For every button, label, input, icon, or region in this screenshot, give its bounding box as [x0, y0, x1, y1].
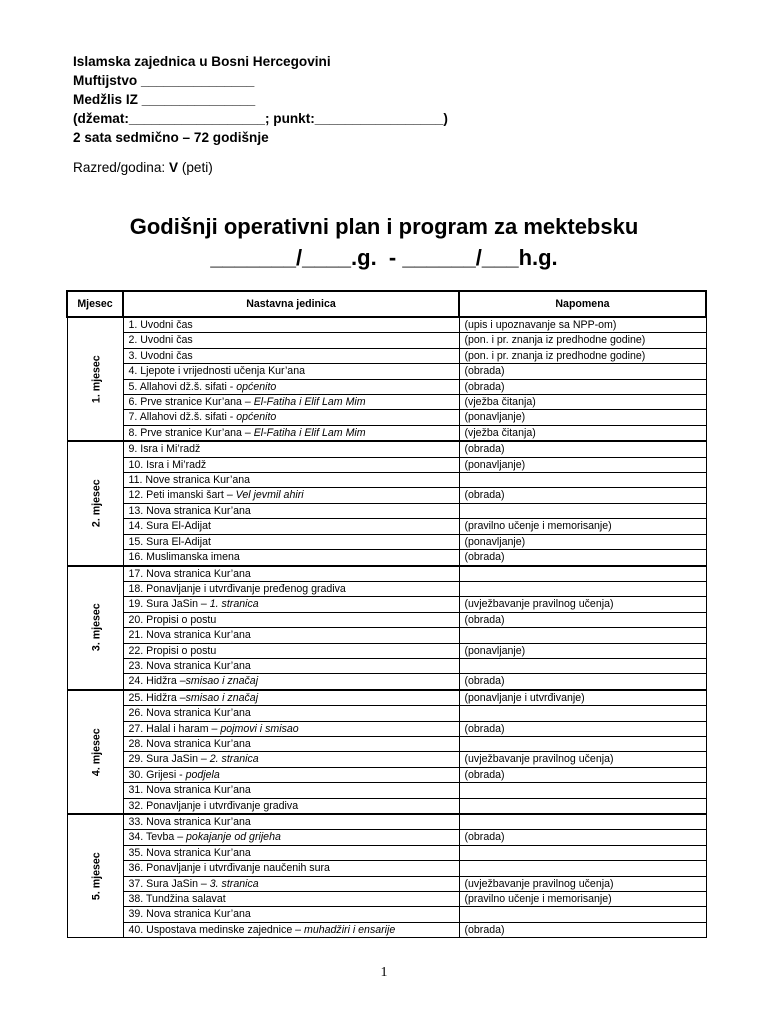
table-row: [67, 706, 706, 721]
note-cell: (vježba čitanja): [459, 425, 706, 441]
table-row: [67, 892, 706, 907]
unit-cell: [123, 364, 459, 379]
unit-italic-text: El-Fatiha i Elif Lam Mim: [253, 426, 366, 439]
note-cell: [459, 473, 706, 488]
note-cell: (obrada): [459, 550, 706, 566]
table-row: [67, 333, 706, 348]
table-row: [67, 550, 706, 566]
unit-text: 32. Ponavljanje i utvrđivanje gradiva: [128, 799, 299, 812]
table-row: [67, 783, 706, 798]
note-cell: [459, 736, 706, 751]
unit-cell: [123, 457, 459, 472]
note-cell: (uvježbavanje pravilnog učenja): [459, 752, 706, 767]
unit-cell: [123, 519, 459, 534]
note-cell: (pon. i pr. znanja iz predhodne godine): [459, 333, 706, 348]
note-cell: [459, 628, 706, 643]
note-cell: [459, 798, 706, 814]
unit-cell: [123, 348, 459, 363]
hours-line: 2 sata sedmično – 72 godišnje: [73, 130, 269, 145]
note-cell: [459, 566, 706, 582]
unit-italic-text: podjela: [185, 768, 220, 781]
table-row: [67, 628, 706, 643]
table-row: [67, 519, 706, 534]
note-cell: (ponavljanje): [459, 534, 706, 549]
unit-cell: [123, 612, 459, 627]
note-cell: (ponavljanje): [459, 643, 706, 658]
column-header-month: Mjesec: [67, 291, 123, 317]
unit-cell: [123, 425, 459, 441]
unit-text: 3. Uvodni čas: [128, 349, 193, 362]
unit-italic-text: općenito: [236, 380, 277, 393]
unit-text: 38. Tundžina salavat: [128, 893, 226, 906]
unit-text: 36. Ponavljanje i utvrđivanje naučenih sura: [128, 862, 330, 875]
unit-text: 13. Nova stranica Kur’ana: [128, 504, 251, 517]
note-cell: [459, 861, 706, 876]
unit-text: 29. Sura JaSin –: [128, 753, 210, 766]
month-label: 2. mjesec: [90, 479, 103, 528]
note-cell: (ponavljanje i utvrđivanje): [459, 690, 706, 706]
grade-line: [73, 158, 213, 177]
unit-cell: [123, 379, 459, 394]
unit-text: 22. Propisi o postu: [128, 644, 217, 657]
note-cell: (obrada): [459, 767, 706, 782]
table-row: [67, 410, 706, 425]
unit-text: 31. Nova stranica Kur’ana: [128, 784, 251, 797]
unit-cell: [123, 566, 459, 582]
month-cell: [67, 566, 123, 690]
table-row: [67, 379, 706, 394]
unit-italic-text: 1. stranica: [209, 598, 259, 611]
table-row: [67, 736, 706, 751]
unit-cell: [123, 503, 459, 518]
note-cell: (upis i upoznavanje sa NPP-om): [459, 317, 706, 333]
muftijstvo-line: Muftijstvo _______________: [73, 73, 255, 88]
table-row: [67, 317, 706, 333]
column-header-note: Napomena: [459, 291, 706, 317]
table-row: [67, 752, 706, 767]
grade-label: Razred/godina:: [73, 160, 169, 175]
unit-text: 12. Peti imanski šart –: [128, 489, 236, 502]
note-cell: (obrada): [459, 922, 706, 937]
dzemat-punkt-line: (džemat:__________________; punkt:_________________): [73, 111, 448, 126]
note-cell: (ponavljanje): [459, 457, 706, 472]
note-cell: [459, 658, 706, 673]
unit-text: 14. Sura El-Adijat: [128, 520, 211, 533]
table-row: [67, 473, 706, 488]
table-row: [67, 922, 706, 937]
unit-text: 20. Propisi o postu: [128, 613, 217, 626]
note-cell: (pravilno učenje i memorisanje): [459, 519, 706, 534]
note-cell: (obrada): [459, 612, 706, 627]
unit-cell: [123, 922, 459, 937]
month-label: 5. mjesec: [90, 852, 103, 900]
note-cell: (uvježbavanje pravilnog učenja): [459, 597, 706, 612]
note-cell: (obrada): [459, 721, 706, 736]
unit-cell: [123, 798, 459, 814]
table-row: [67, 643, 706, 658]
note-cell: [459, 783, 706, 798]
unit-cell: [123, 690, 459, 706]
grade-value: V: [168, 160, 179, 175]
table-row: [67, 566, 706, 582]
table-row: [67, 814, 706, 830]
table-row: [67, 690, 706, 706]
unit-cell: [123, 395, 459, 410]
note-cell: [459, 814, 706, 830]
unit-text: 33. Nova stranica Kur’ana: [128, 816, 251, 828]
table-row: [67, 425, 706, 441]
unit-cell: [123, 845, 459, 860]
unit-text: 21. Nova stranica Kur’ana: [128, 629, 251, 642]
unit-cell: [123, 892, 459, 907]
table-row: [67, 457, 706, 472]
unit-cell: [123, 674, 459, 690]
unit-cell: [123, 581, 459, 596]
unit-cell: [123, 783, 459, 798]
unit-text: 4. Ljepote i vrijednosti učenja Kur’ana: [128, 365, 305, 378]
note-cell: (obrada): [459, 488, 706, 503]
table-row: [67, 845, 706, 860]
note-cell: [459, 706, 706, 721]
unit-cell: [123, 488, 459, 503]
unit-text: 10. Isra i Mi’radž: [128, 458, 207, 471]
table-row: [67, 830, 706, 845]
unit-cell: [123, 597, 459, 612]
unit-text: 8. Prve stranice Kur’ana –: [128, 426, 254, 439]
unit-text: 27. Halal i haram –: [128, 722, 221, 735]
table-row: [67, 612, 706, 627]
month-label: 4. mjesec: [90, 728, 103, 776]
table-row: [67, 441, 706, 457]
note-cell: (obrada): [459, 364, 706, 379]
grade-rest: (peti): [178, 160, 213, 175]
table-row: [67, 395, 706, 410]
unit-text: 19. Sura JaSin –: [128, 598, 210, 611]
month-label: 3. mjesec: [90, 603, 103, 652]
unit-text: 25. Hidžra –: [128, 691, 186, 704]
unit-cell: [123, 643, 459, 658]
document-title-years: _______/____.g. - ______/___h.g.: [210, 245, 558, 270]
unit-text: 23. Nova stranica Kur’ana: [128, 659, 251, 672]
unit-italic-text: El-Fatiha i Elif Lam Mim: [253, 396, 366, 409]
note-cell: [459, 845, 706, 860]
table-row: [67, 721, 706, 736]
table-row: [67, 674, 706, 690]
note-cell: (ponavljanje): [459, 410, 706, 425]
note-cell: [459, 581, 706, 596]
unit-cell: [123, 706, 459, 721]
table-row: [67, 861, 706, 876]
table-row: [67, 907, 706, 922]
unit-italic-text: 2. stranica: [209, 753, 259, 766]
unit-italic-text: smisao i značaj: [185, 675, 259, 688]
unit-italic-text: općenito: [236, 411, 277, 424]
table-row: [67, 767, 706, 782]
unit-italic-text: muhadžiri i ensarije: [304, 923, 396, 936]
table-row: [67, 503, 706, 518]
note-cell: [459, 907, 706, 922]
unit-cell: [123, 876, 459, 891]
note-cell: (obrada): [459, 379, 706, 394]
table-row: [67, 488, 706, 503]
unit-text: 7. Allahovi dž.š. sifati -: [128, 411, 237, 424]
unit-text: 15. Sura El-Adijat: [128, 535, 211, 548]
month-cell: [67, 814, 123, 938]
unit-cell: [123, 658, 459, 673]
note-cell: [459, 503, 706, 518]
table-row: [67, 348, 706, 363]
unit-text: 5. Allahovi dž.š. sifati -: [128, 380, 237, 393]
unit-text: 39. Nova stranica Kur’ana: [128, 908, 251, 921]
medzlis-line: Medžlis IZ _______________: [73, 92, 256, 107]
table-row: [67, 658, 706, 673]
organization-name: Islamska zajednica u Bosni Hercegovini: [73, 54, 331, 69]
unit-cell: [123, 814, 459, 830]
unit-italic-text: Vel jevmil ahiri: [235, 489, 304, 502]
unit-text: 34. Tevba –: [128, 831, 187, 844]
note-cell: (obrada): [459, 674, 706, 690]
unit-cell: [123, 830, 459, 845]
unit-text: 18. Ponavljanje i utvrđivanje pređenog gradiva: [128, 582, 346, 595]
unit-text: 26. Nova stranica Kur’ana: [128, 707, 251, 720]
unit-text: 37. Sura JaSin –: [128, 877, 210, 890]
document-header: [73, 52, 448, 147]
unit-cell: [123, 752, 459, 767]
unit-text: 1. Uvodni čas: [128, 319, 193, 331]
note-cell: (obrada): [459, 441, 706, 457]
unit-cell: [123, 721, 459, 736]
month-cell: [67, 690, 123, 814]
unit-italic-text: smisao i značaj: [185, 691, 259, 704]
table-row: [67, 876, 706, 891]
unit-text: 6. Prve stranice Kur’ana –: [128, 396, 254, 409]
unit-text: 35. Nova stranica Kur’ana: [128, 846, 251, 859]
unit-cell: [123, 861, 459, 876]
unit-text: 9. Isra i Mi’radž: [128, 443, 201, 456]
month-cell: [67, 317, 123, 441]
unit-cell: [123, 628, 459, 643]
unit-italic-text: pojmovi i smisao: [220, 722, 299, 735]
unit-cell: [123, 534, 459, 549]
plan-table: [66, 290, 707, 938]
unit-text: 30. Grijesi -: [128, 768, 186, 781]
table-header-row: [67, 291, 706, 317]
column-header-unit: Nastavna jedinica: [123, 291, 459, 317]
table-row: [67, 597, 706, 612]
note-cell: (uvježbavanje pravilnog učenja): [459, 876, 706, 891]
unit-cell: [123, 333, 459, 348]
month-label: 1. mjesec: [90, 355, 103, 403]
note-cell: (pravilno učenje i memorisanje): [459, 892, 706, 907]
note-cell: (pon. i pr. znanja iz predhodne godine): [459, 348, 706, 363]
unit-text: 28. Nova stranica Kur’ana: [128, 737, 251, 750]
table-row: [67, 581, 706, 596]
unit-cell: [123, 907, 459, 922]
unit-cell: [123, 767, 459, 782]
unit-italic-text: pokajanje od grijeha: [186, 831, 281, 844]
month-cell: [67, 441, 123, 565]
unit-cell: [123, 473, 459, 488]
unit-cell: [123, 410, 459, 425]
document-title: Godišnji operativni plan i program za mektebsku: [129, 214, 639, 239]
note-cell: (vježba čitanja): [459, 395, 706, 410]
unit-cell: [123, 317, 459, 333]
unit-italic-text: 3. stranica: [209, 877, 259, 890]
table-row: [67, 798, 706, 814]
table-row: [67, 364, 706, 379]
unit-text: 11. Nove stranica Kur’ana: [128, 474, 251, 487]
table-row: [67, 534, 706, 549]
unit-text: 24. Hidžra –: [128, 675, 186, 688]
note-cell: (obrada): [459, 830, 706, 845]
table-body: [67, 317, 706, 938]
unit-text: 40. Uspostava medinske zajednice –: [128, 923, 304, 936]
unit-cell: [123, 550, 459, 566]
unit-cell: [123, 441, 459, 457]
page-number: 1: [380, 965, 388, 980]
unit-cell: [123, 736, 459, 751]
unit-text: 16. Muslimanska imena: [128, 551, 240, 564]
unit-text: 2. Uvodni čas: [128, 334, 193, 347]
unit-text: 17. Nova stranica Kur’ana: [128, 567, 251, 580]
